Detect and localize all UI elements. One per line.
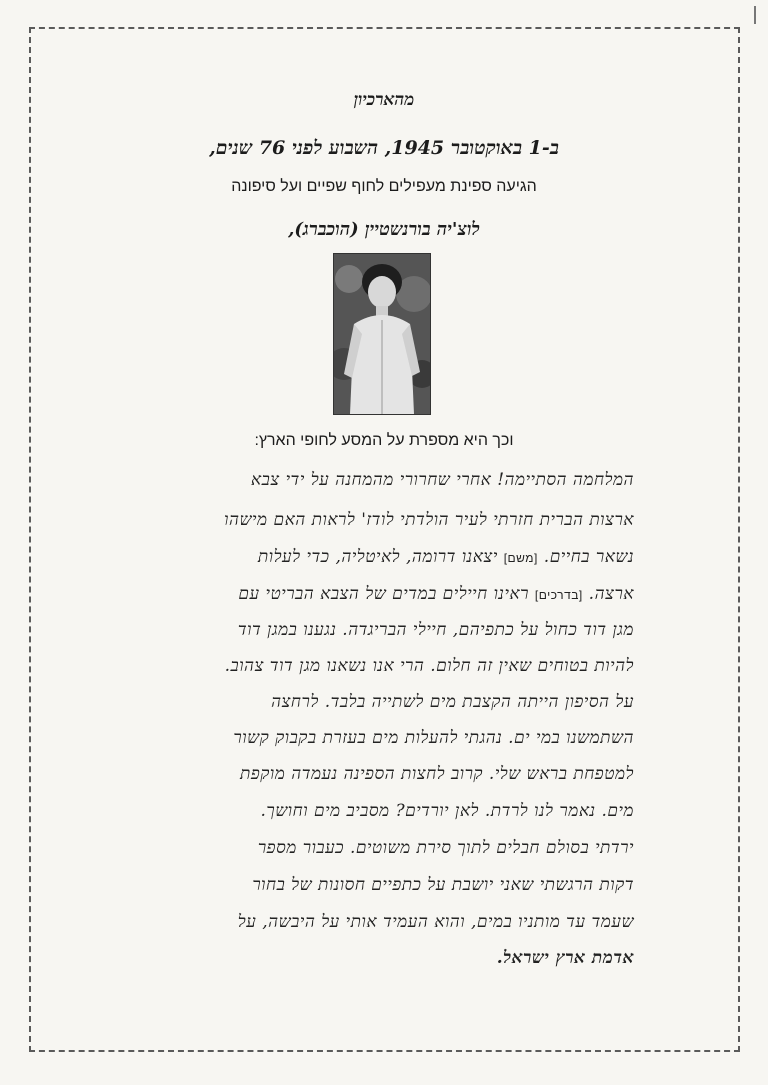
editor-insertion: [בדרכים] [534,588,583,602]
intro-text: וכך היא מספרת על המסע לחופי הארץ: [254,432,514,449]
story-line: נשאר בחיים. [משם] יצאנו דרומה, לאיטליה, כדי לעלות [257,547,634,567]
story-line: ירדתי בסולם חבלים לתוך סירת משוטים. כעבור מספר [257,838,634,858]
story-line: מים. נאמר לנו לרדת. לאן יורדים? מסביב מים וחושך. [260,801,634,821]
date-line: ב-1 באוקטובר 1945, השבוע לפני 76 שנים, [209,137,559,159]
story-line: מגן דוד כחול על כתפיהם, חיילי הבריגדה. נגענו במגן דוד [237,620,634,640]
person-name: לוצ'יה בורנשטיין (הוכברג), [288,219,480,240]
archive-title: מהארכיון [353,90,415,110]
story-line: אדמת ארץ ישראל. [496,948,634,968]
scan-mark [754,6,756,24]
story-line: שעמד עד מותניו במים, והוא העמיד אותי על היבשה, על [237,912,634,932]
story-line: המלחמה הסתיימה! אחרי שחרורי מהמחנה על ידי צבא [250,470,634,490]
portrait-photo-icon [333,253,431,415]
story-line: למטפחת בראש שלי. קרוב לחצות הספינה נעמדה מוקפת [240,764,634,784]
event-line: הגיעה ספינת מעפילים לחוף שפיים ועל סיפונה [231,178,537,195]
story-line: דקות הרגשתי שאני יושבת על כתפיים חסונות של בחור [252,875,634,895]
story-line: על הסיפון הייתה הקצבת מים לשתייה בלבד. לרחצה [271,692,634,712]
story-line: השתמשנו במי ים. נהגתי להעלות מים בעזרת בקבוק קשור [233,728,634,748]
story-line: ארצות הברית חזרתי לעיר הולדתי לודז' לראות האם מישהו [224,510,634,530]
editor-insertion: [משם] [503,551,538,565]
story-line: להיות בטוחים שאין זה חלום. הרי אנו נשאנו מגן דוד צהוב. [224,656,634,676]
story-line: ארצה. [בדרכים] ראינו חיילים במדים של הצבא הבריטי עם [238,584,634,604]
